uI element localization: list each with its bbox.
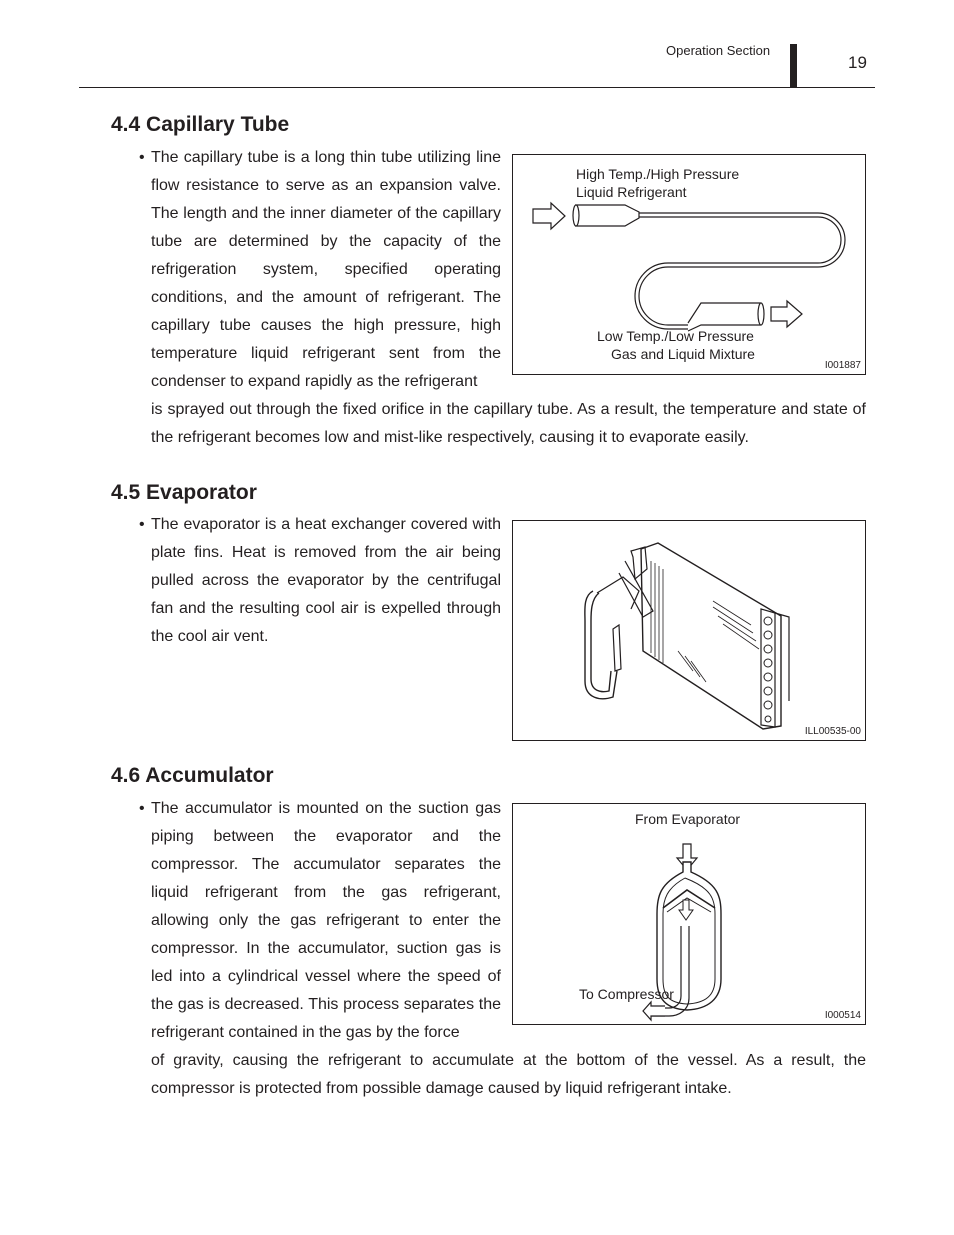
accumulator-label-inlet: From Evaporator bbox=[635, 811, 741, 827]
figure-id: I000514 bbox=[824, 1010, 861, 1021]
page-number: 19 bbox=[848, 53, 867, 72]
capillary-label-outlet-line2: Gas and Liquid Mixture bbox=[611, 346, 755, 362]
outlet-arrow-icon bbox=[771, 301, 802, 327]
bullet-marker: • bbox=[139, 800, 145, 817]
figure-id: ILL00535-00 bbox=[804, 726, 861, 737]
section-title-accumulator: 4.6 Accumulator bbox=[111, 764, 274, 787]
section-title-capillary-tube: 4.4 Capillary Tube bbox=[111, 113, 290, 136]
capillary-tube-paragraph-b: is sprayed out through the fixed orifice in the capillary tube. As a result, the temperature and state of the refrigerant becomes low and mist-like respectively, causing it to evaporate easily. bbox=[151, 401, 866, 446]
section-title-evaporator: 4.5 Evaporator bbox=[111, 481, 257, 504]
accumulator-diagram bbox=[513, 804, 867, 1026]
bullet-marker: • bbox=[139, 149, 145, 166]
running-header-label: Operation Section bbox=[666, 43, 771, 58]
accumulator-paragraph-a: The accumulator is mounted on the suction gas piping between the evaporator and the compressor. The accumulator separates the liquid refrigerant from the gas refrigerant, allowing only the gas refrigerant to enter the compressor. In the accumulator, suction gas is led into a cylindrical vessel where the speed of the gas is decreased. This process separates the refrigerant contained in the gas by the force bbox=[151, 800, 501, 1041]
header-rule bbox=[79, 87, 875, 88]
capillary-label-outlet-line1: Low Temp./Low Pressure bbox=[597, 328, 754, 344]
capillary-tube-figure bbox=[512, 154, 866, 375]
evaporator-illustration bbox=[513, 521, 867, 742]
bullet-marker: • bbox=[139, 516, 145, 533]
capillary-label-inlet-line2: Liquid Refrigerant bbox=[576, 184, 687, 200]
accumulator-label-outlet: To Compressor bbox=[579, 986, 674, 1002]
accumulator-paragraph-b: of gravity, causing the refrigerant to accumulate at the bottom of the vessel. As a result, the compressor is protected from possible damage caused by liquid refrigerant intake. bbox=[151, 1052, 866, 1097]
inlet-arrow-icon bbox=[533, 203, 565, 229]
evaporator-figure bbox=[512, 520, 866, 741]
evaporator-paragraph: The evaporator is a heat exchanger covered with plate fins. Heat is removed from the air being pulled across the evaporator by the centrifugal fan and the resulting cool air is expelled through the cool air vent. bbox=[151, 516, 501, 645]
capillary-label-inlet-line1: High Temp./High Pressure bbox=[576, 166, 740, 182]
header-thumb-bar bbox=[790, 44, 797, 88]
capillary-tube-paragraph-a: The capillary tube is a long thin tube utilizing line flow resistance to serve as an expansion valve. The length and the inner diameter of the capillary tube are determined by the capacity of the refrigeration system, specified operating conditions, and the amount of refrigerant. The capillary tube causes the high pressure, high temperature liquid refrigerant sent from the condenser to expand rapidly as the refrigerant bbox=[151, 149, 501, 390]
figure-id: I001887 bbox=[824, 360, 861, 371]
outlet-left-arrow-icon bbox=[643, 1002, 665, 1020]
accumulator-figure bbox=[512, 803, 866, 1025]
